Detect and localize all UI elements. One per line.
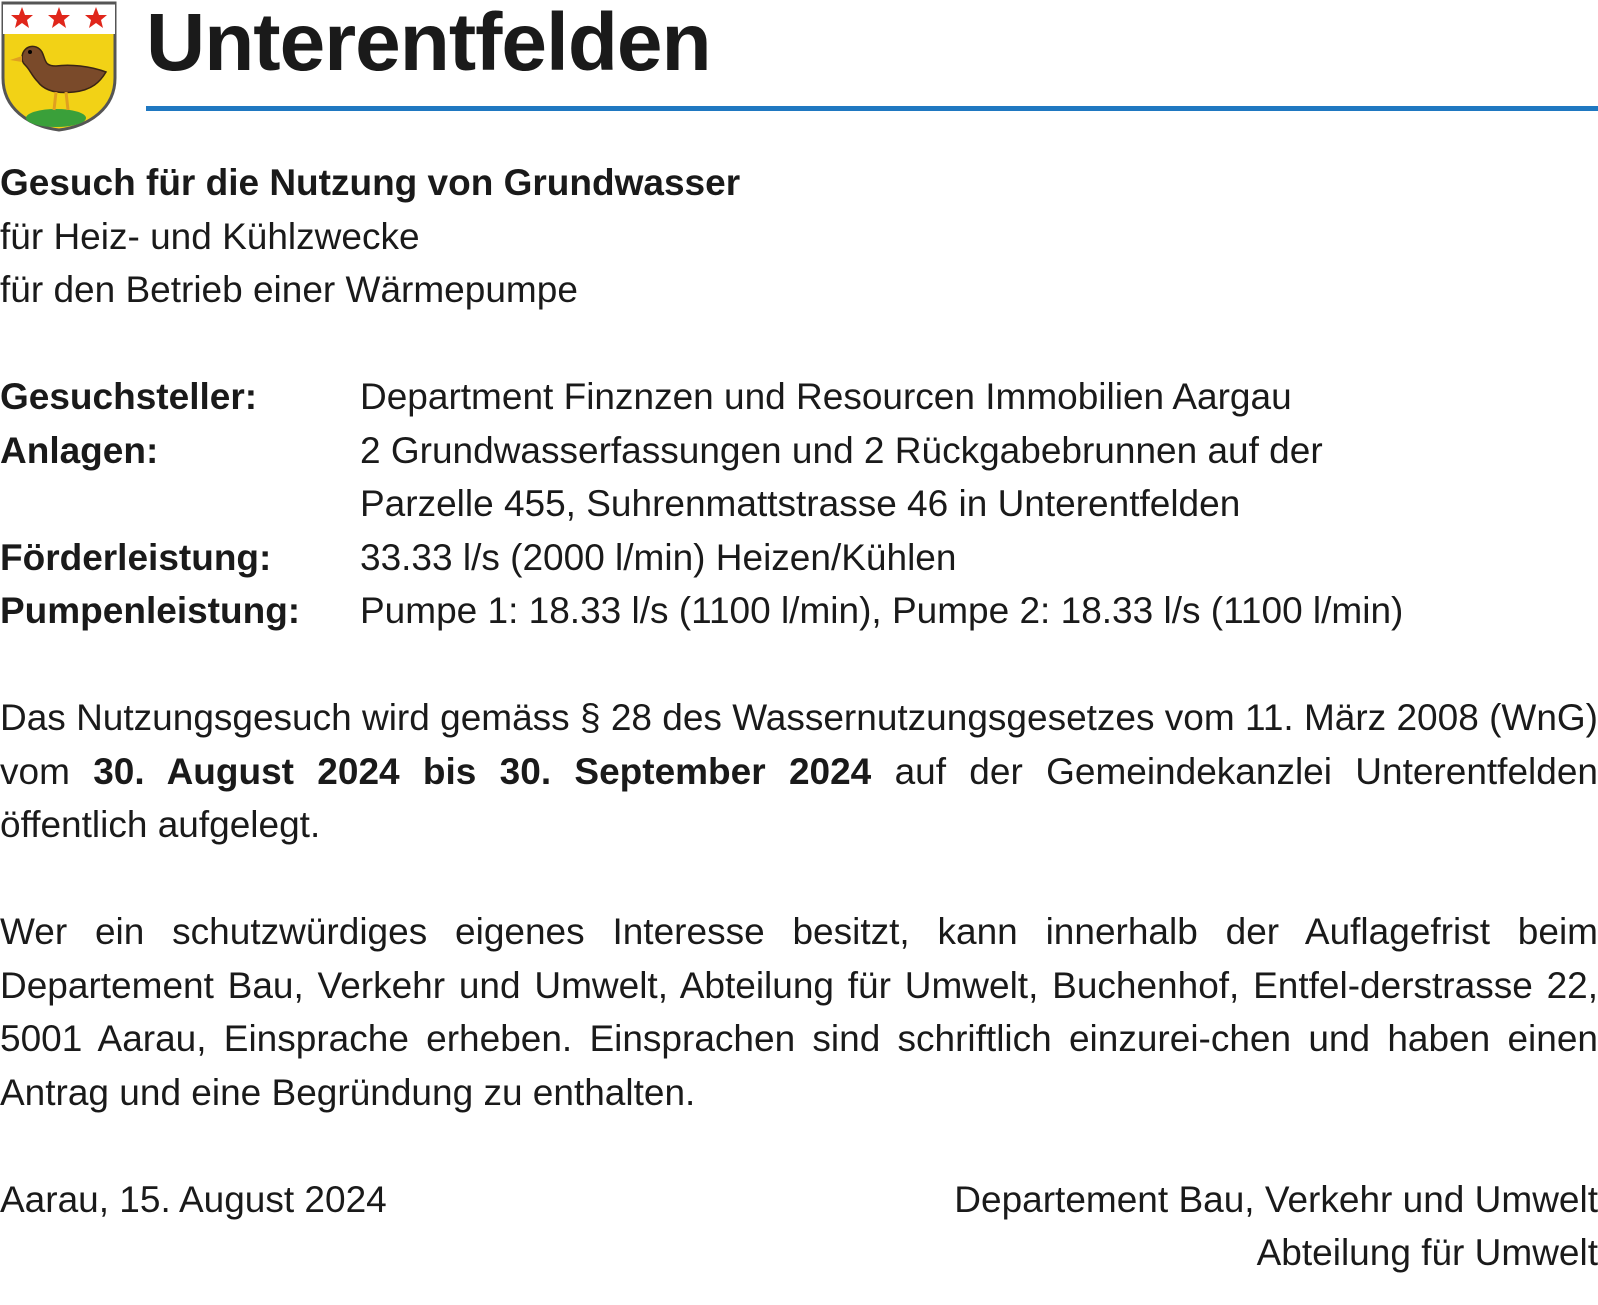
place-date: Aarau, 15. August 2024	[0, 1178, 387, 1220]
details-value-line: Parzelle 455, Suhrenmattstrasse 46 in Unterentfelden	[360, 483, 1241, 524]
publication-text: auf der Gemeindekanzlei Unterentfelden öffentlich aufgelegt.	[0, 750, 1598, 845]
signature-department: Departement Bau, Verkehr und Umwelt	[954, 1178, 1598, 1220]
details-label: Förderleistung:	[0, 536, 272, 578]
details-value	[360, 584, 1598, 638]
coat-of-arms-icon	[0, 0, 118, 132]
details-label: Pumpenleistung:	[0, 590, 301, 631]
publication-text: Das Nutzungsgesuch wird gemäss § 28 des Wassernutzungsgesetzes vom 11. März 2008 (WnG) vom	[0, 697, 1598, 792]
details-row	[0, 370, 1598, 424]
notice-body	[0, 156, 1598, 1280]
spacer	[0, 1119, 1598, 1173]
spacer	[0, 638, 1598, 692]
notice-footer	[0, 1173, 1598, 1280]
signature-division: Abteilung für Umwelt	[1256, 1232, 1598, 1273]
details-row	[0, 424, 1598, 531]
details-row	[0, 584, 1598, 638]
publication-paragraph	[0, 691, 1598, 852]
notice-subheading: für Heiz- und Kühlzwecke	[0, 215, 420, 257]
details-value-line: 2 Grundwasserfassungen und 2 Rückgabebrunnen auf der	[360, 429, 1323, 471]
notice-heading: Gesuch für die Nutzung von Grundwasser	[0, 162, 741, 203]
details-row	[0, 531, 1598, 585]
masthead-divider	[146, 106, 1598, 111]
details-value	[360, 370, 1598, 424]
details-value-line: 33.33 l/s (2000 l/min) Heizen/Kühlen	[360, 536, 957, 578]
details-value	[360, 424, 1598, 531]
details-value	[360, 531, 1598, 585]
details-label: Anlagen:	[0, 429, 159, 471]
details-value-line: Department Finznzen und Resourcen Immobilien Aargau	[360, 376, 1292, 417]
notice-subheading: für den Betrieb einer Wärmepumpe	[0, 269, 578, 310]
objection-paragraph: Wer ein schutzwürdiges eigenes Interesse besitzt, kann innerhalb der Auflagefrist beim Departement Bau, Verkehr und Umwelt, Abteilung für Umwelt, Buchenhof, Entfel-derstrasse 22, 5001 Aarau, Einsprache erheben. Einsprachen sind schriftlich einzurei-chen und haben einen Antrag und eine Begründung zu enthalten.	[0, 911, 1598, 1113]
signature-block	[954, 1173, 1598, 1280]
details-value-line: Pumpe 1: 18.33 l/s (1100 l/min), Pumpe 2: 18.33 l/s (1100 l/min)	[360, 590, 1404, 631]
publication-period: 30. August 2024 bis 30. September 2024	[93, 750, 872, 792]
details-label: Gesuchsteller:	[0, 376, 258, 417]
spacer	[0, 852, 1598, 906]
details-list	[0, 370, 1598, 638]
spacer	[0, 317, 1598, 371]
masthead-title: Unterentfelden	[146, 0, 711, 88]
